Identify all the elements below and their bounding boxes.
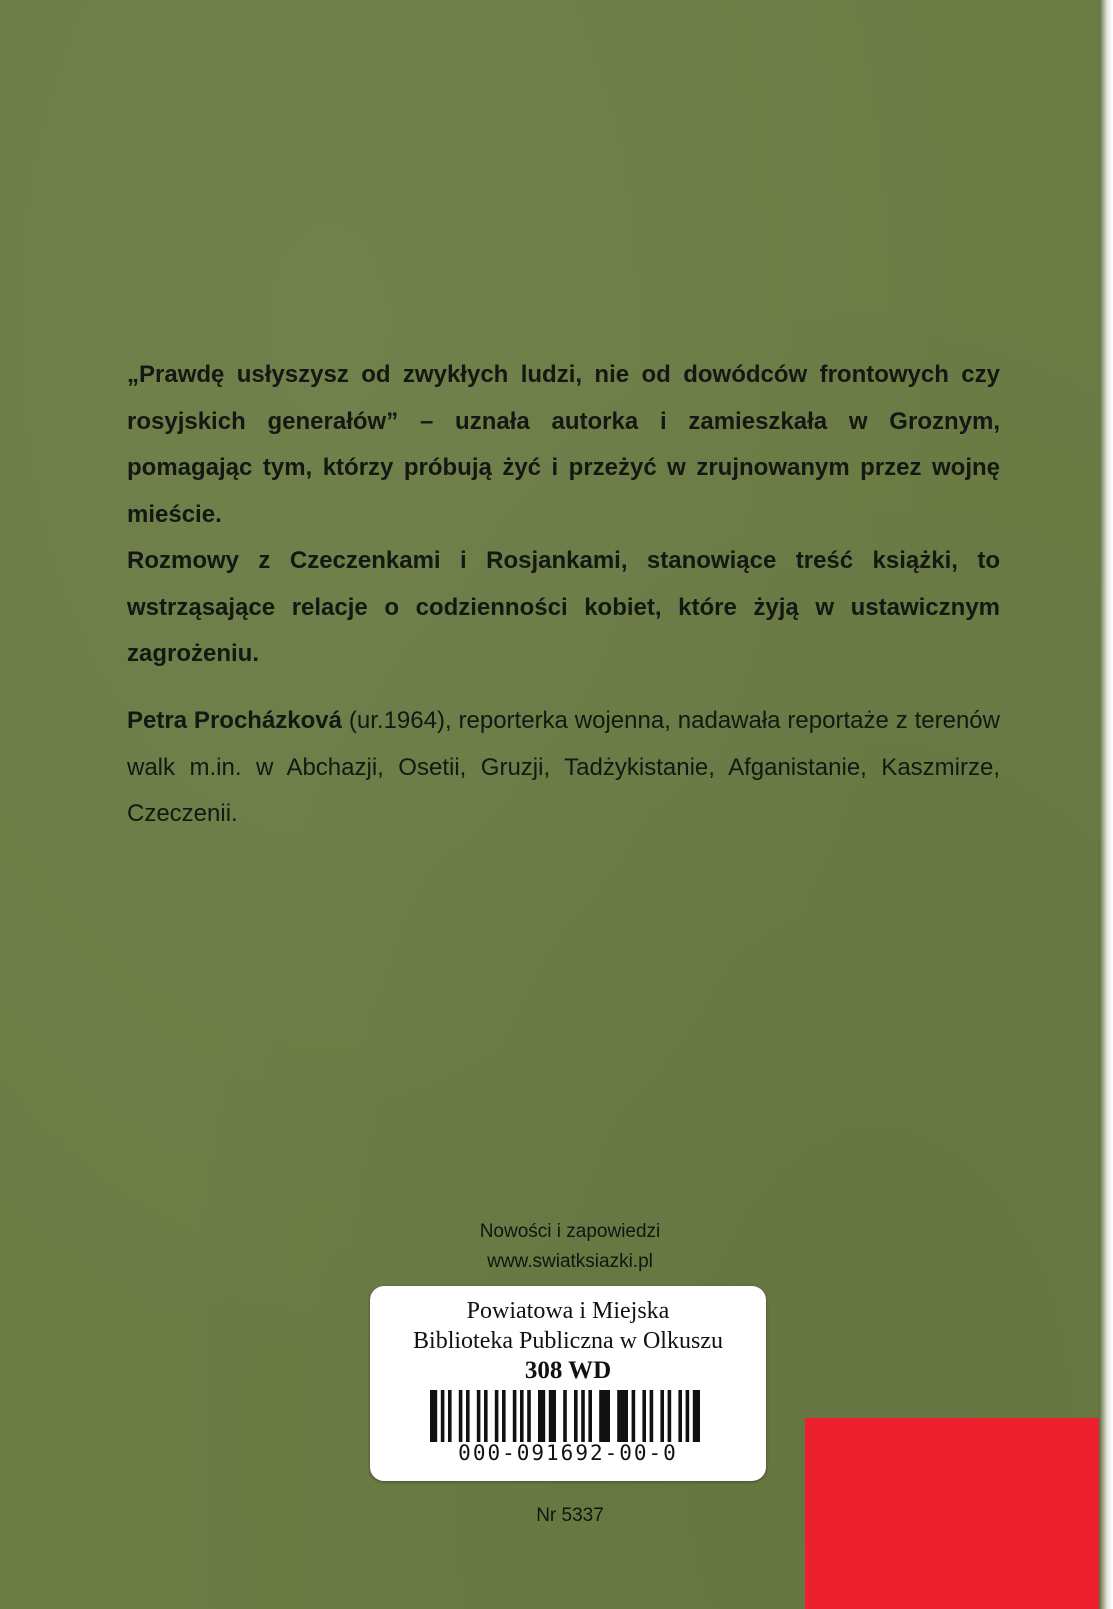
barcode-number: 000-091692-00-0: [458, 1441, 678, 1465]
blurb-paragraph-2: Rozmowy z Czeczenkami i Rosjankami, stanowiące treść książki, to wstrząsające relacje o codzienności kobiet, które żyją w ustawicznym zagrożeniu.: [127, 547, 1000, 667]
catalog-number: Nr 5337: [536, 1505, 604, 1526]
blurb: [127, 352, 1000, 678]
barcode-image: [430, 1390, 700, 1442]
promo: [420, 1217, 720, 1277]
promo-line: Nowości i zapowiedzi: [479, 1221, 661, 1242]
red-sticker: [805, 1418, 1099, 1609]
author-bio: [127, 698, 1000, 838]
call-number: 308 WD: [524, 1357, 612, 1384]
promo-url: www.swiatksiazki.pl: [487, 1251, 653, 1272]
blurb-paragraph-1: „Prawdę usłyszysz od zwykłych ludzi, nie od dowódców frontowych czy rosyjskich generałów” – uznała autorka i zamieszkała w Groznym, pomagając tym, którzy próbują żyć i przeżyć w zrujnowanym przez wojnę mieście.: [127, 361, 1000, 528]
author-name: Petra Procházková: [127, 707, 342, 734]
library-label: [370, 1286, 766, 1481]
author-bio-text: (ur.1964), reporterka wojenna, nadawała reportaże z terenów walk m.in. w Abchazji, Osetii, Gruzji, Tadżykistanie, Afganistanie, Kaszmirze, Czeczenii.: [127, 707, 1000, 827]
page-edge: [1099, 0, 1113, 1609]
library-name-line-1: Powiatowa i Miejska: [466, 1298, 670, 1324]
author-bio-paragraph: [127, 698, 1000, 838]
library-name-line-2: Biblioteka Publiczna w Olkuszu: [413, 1328, 723, 1354]
